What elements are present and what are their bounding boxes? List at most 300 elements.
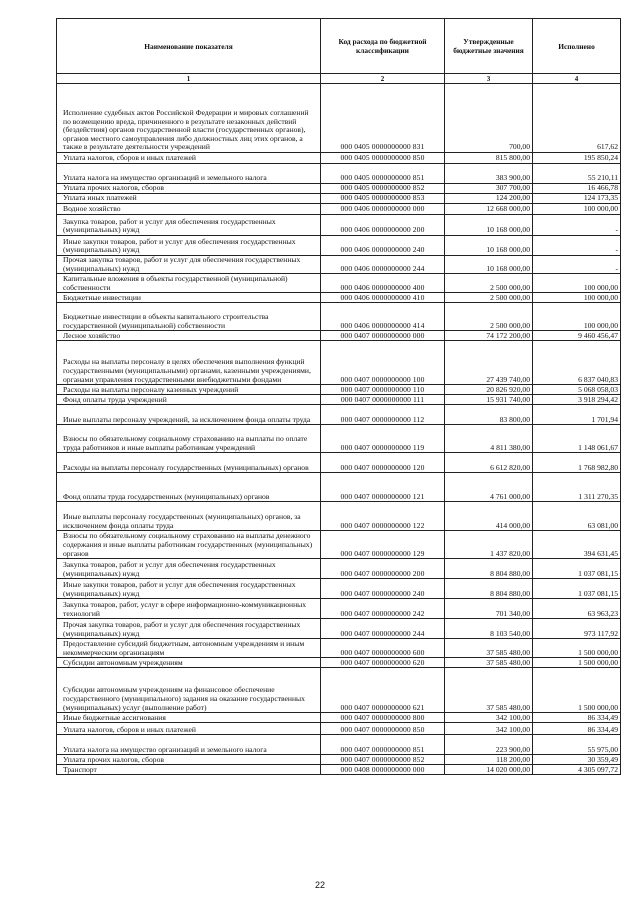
row-executed-text: 63 081,00 bbox=[587, 520, 618, 530]
row-approved bbox=[445, 639, 533, 658]
row-executed-text: 55 210,11 bbox=[587, 173, 618, 183]
row-code-text: 000 0407 0000000000 119 bbox=[340, 442, 425, 452]
row-approved-text: 2 500 000,00 bbox=[490, 282, 530, 292]
row-approved-text: 2 500 000,00 bbox=[490, 292, 530, 302]
row-approved-text: 8 103 540,00 bbox=[490, 628, 530, 638]
row-executed bbox=[533, 236, 621, 256]
row-executed bbox=[533, 84, 621, 153]
row-code bbox=[321, 184, 445, 194]
table-row bbox=[57, 453, 621, 473]
table-row bbox=[57, 668, 621, 713]
row-approved-text: 815 800,00 bbox=[495, 153, 530, 163]
row-code-text: 000 0406 0000000000 240 bbox=[340, 245, 425, 255]
table-row bbox=[57, 204, 621, 215]
row-executed-text: 1 701,94 bbox=[591, 414, 618, 424]
row-name bbox=[57, 639, 321, 658]
row-code-text: 000 0407 0000000000 850 bbox=[340, 724, 425, 734]
table-body bbox=[57, 84, 621, 775]
row-executed bbox=[533, 502, 621, 531]
header-approved-values: Утвержденные бюджетные значения bbox=[445, 19, 533, 74]
row-code-text: 000 0407 0000000000 852 bbox=[340, 754, 425, 764]
row-name-text: Транспорт bbox=[63, 764, 97, 774]
row-approved bbox=[445, 184, 533, 194]
row-name-text: Уплата налогов, сборов и иных платежей bbox=[63, 724, 196, 734]
row-name bbox=[57, 303, 321, 331]
row-code bbox=[321, 531, 445, 559]
row-executed bbox=[533, 153, 621, 164]
row-executed-text: 124 173,35 bbox=[583, 193, 618, 203]
row-executed bbox=[533, 256, 621, 274]
row-name-text: Уплата прочих налогов, сборов bbox=[63, 183, 164, 193]
row-executed bbox=[533, 619, 621, 639]
row-name-text: Иные бюджетные ассигнования bbox=[63, 712, 166, 722]
row-executed bbox=[533, 639, 621, 658]
row-name-text: Капитальные вложения в объекты государственной (муниципальной) собственности bbox=[63, 274, 288, 292]
row-code bbox=[321, 713, 445, 723]
row-name bbox=[57, 385, 321, 395]
row-code-text: 000 0406 0000000000 200 bbox=[340, 225, 425, 235]
row-approved bbox=[445, 755, 533, 765]
row-code-text: 000 0407 0000000000 240 bbox=[340, 588, 425, 598]
row-approved bbox=[445, 619, 533, 639]
row-executed bbox=[533, 395, 621, 405]
row-code-text: 000 0406 0000000000 000 bbox=[340, 204, 425, 214]
row-code-text: 000 0405 0000000000 853 bbox=[340, 193, 425, 203]
row-approved-text: 1 437 820,00 bbox=[490, 548, 530, 558]
row-name-text: Уплата иных платежей bbox=[63, 193, 137, 203]
row-name bbox=[57, 341, 321, 385]
table-row bbox=[57, 765, 621, 775]
row-name-text: Расходы на выплаты персоналу государственных (муниципальных) органов bbox=[63, 462, 309, 472]
row-approved bbox=[445, 405, 533, 425]
row-executed-text: 16 466,78 bbox=[587, 183, 618, 193]
row-name bbox=[57, 194, 321, 204]
row-executed-text: 1 500 000,00 bbox=[578, 647, 618, 657]
row-executed bbox=[533, 559, 621, 579]
row-name bbox=[57, 331, 321, 341]
column-number: 3 bbox=[445, 74, 533, 84]
row-approved bbox=[445, 502, 533, 531]
row-executed-text: 100 000,00 bbox=[583, 292, 618, 302]
row-executed-text: - bbox=[615, 263, 618, 273]
row-name bbox=[57, 395, 321, 405]
row-executed bbox=[533, 215, 621, 236]
row-approved bbox=[445, 84, 533, 153]
row-name-text: Фонд оплаты труда учреждений bbox=[63, 394, 167, 404]
table-row bbox=[57, 341, 621, 385]
row-code bbox=[321, 502, 445, 531]
row-code-text: 000 0407 0000000000 621 bbox=[340, 702, 425, 712]
row-code-text: 000 0405 0000000000 831 bbox=[340, 142, 425, 152]
row-executed-text: 195 850,24 bbox=[583, 153, 618, 163]
row-name-text: Лесное хозяйство bbox=[63, 330, 121, 340]
row-executed-text: 617,62 bbox=[597, 142, 618, 152]
row-name-text: Прочая закупка товаров, работ и услуг для обеспечения государственных (муниципальных) нужд bbox=[63, 620, 301, 638]
row-approved-text: 307 700,00 bbox=[495, 183, 530, 193]
row-name-text: Расходы на выплаты персоналу в целях обеспечения выполнения функций государственными (муниципальными) органами, казенными учреждениями, органами управления государственными внебюджетными фондами bbox=[63, 357, 311, 384]
row-code bbox=[321, 153, 445, 164]
table-row bbox=[57, 153, 621, 164]
budget-execution-table bbox=[56, 18, 621, 775]
row-code-text: 000 0405 0000000000 851 bbox=[340, 173, 425, 183]
row-name bbox=[57, 559, 321, 579]
header-indicator-name: Наименование показателя bbox=[57, 19, 321, 74]
row-name bbox=[57, 502, 321, 531]
row-approved bbox=[445, 236, 533, 256]
row-code bbox=[321, 303, 445, 331]
row-approved-text: 10 168 000,00 bbox=[486, 225, 530, 235]
row-approved bbox=[445, 331, 533, 341]
row-executed bbox=[533, 184, 621, 194]
row-approved-text: 37 585 480,00 bbox=[486, 647, 530, 657]
row-executed-text: 9 460 456,47 bbox=[578, 330, 618, 340]
table-row bbox=[57, 723, 621, 735]
row-code bbox=[321, 735, 445, 755]
table-row bbox=[57, 713, 621, 723]
row-code bbox=[321, 599, 445, 619]
row-approved-text: 83 800,00 bbox=[499, 414, 530, 424]
row-executed-text: 100 000,00 bbox=[583, 204, 618, 214]
row-name-text: Закупка товаров, работ и услуг для обеспечения государственных (муниципальных) нужд bbox=[63, 216, 276, 235]
row-executed-text: 100 000,00 bbox=[583, 320, 618, 330]
row-name bbox=[57, 425, 321, 453]
row-name bbox=[57, 164, 321, 184]
row-approved bbox=[445, 194, 533, 204]
row-approved bbox=[445, 723, 533, 735]
row-name-text: Закупка товаров, работ, услуг в сфере информационно-коммуникационных технологий bbox=[63, 600, 307, 618]
row-approved-text: 223 900,00 bbox=[495, 744, 530, 754]
row-executed-text: 1 148 061,67 bbox=[578, 442, 618, 452]
row-name bbox=[57, 84, 321, 153]
row-executed-text: 30 359,49 bbox=[587, 754, 618, 764]
row-executed-text: 63 963,23 bbox=[587, 608, 618, 618]
row-name bbox=[57, 619, 321, 639]
row-code bbox=[321, 405, 445, 425]
table-row bbox=[57, 405, 621, 425]
row-executed bbox=[533, 405, 621, 425]
row-code bbox=[321, 559, 445, 579]
row-executed-text: 100 000,00 bbox=[583, 282, 618, 292]
table-row bbox=[57, 502, 621, 531]
row-code-text: 000 0408 0000000000 000 bbox=[340, 764, 425, 774]
row-code bbox=[321, 473, 445, 502]
row-approved bbox=[445, 713, 533, 723]
row-code-text: 000 0407 0000000000 800 bbox=[340, 712, 425, 722]
table-row bbox=[57, 236, 621, 256]
table-row bbox=[57, 331, 621, 341]
table-row bbox=[57, 425, 621, 453]
table-row bbox=[57, 473, 621, 502]
table-row bbox=[57, 194, 621, 204]
row-approved-text: 10 168 000,00 bbox=[486, 245, 530, 255]
table-row bbox=[57, 735, 621, 755]
row-code bbox=[321, 204, 445, 215]
row-code bbox=[321, 639, 445, 658]
row-name bbox=[57, 658, 321, 668]
table-row bbox=[57, 639, 621, 658]
row-approved-text: 74 172 200,00 bbox=[486, 330, 530, 340]
table-row bbox=[57, 385, 621, 395]
row-executed-text: 1 311 270,35 bbox=[578, 491, 618, 501]
row-executed bbox=[533, 723, 621, 735]
row-approved bbox=[445, 303, 533, 331]
row-approved-text: 12 668 000,00 bbox=[486, 204, 530, 214]
row-code bbox=[321, 194, 445, 204]
row-name-text: Уплата налога на имущество организаций и земельного налога bbox=[63, 173, 267, 183]
row-executed-text: 1 500 000,00 bbox=[578, 657, 618, 667]
row-name-text: Иные закупки товаров, работ и услуг для обеспечения государственных (муниципальных) нужд bbox=[63, 236, 296, 255]
row-executed bbox=[533, 668, 621, 713]
row-approved-text: 383 900,00 bbox=[495, 173, 530, 183]
row-code-text: 000 0407 0000000000 112 bbox=[340, 414, 425, 424]
row-name bbox=[57, 755, 321, 765]
row-code bbox=[321, 425, 445, 453]
row-name bbox=[57, 256, 321, 274]
row-executed bbox=[533, 425, 621, 453]
table-row bbox=[57, 599, 621, 619]
row-approved-text: 4 761 000,00 bbox=[490, 491, 530, 501]
row-name bbox=[57, 579, 321, 599]
row-executed bbox=[533, 385, 621, 395]
row-approved-text: 2 500 000,00 bbox=[490, 320, 530, 330]
row-code bbox=[321, 619, 445, 639]
row-executed bbox=[533, 293, 621, 303]
header-executed: Исполнено bbox=[533, 19, 621, 74]
row-approved-text: 10 168 000,00 bbox=[486, 263, 530, 273]
row-code-text: 000 0407 0000000000 120 bbox=[340, 462, 425, 472]
row-name-text: Уплата прочих налогов, сборов bbox=[63, 754, 164, 764]
row-code bbox=[321, 723, 445, 735]
row-approved bbox=[445, 599, 533, 619]
row-approved-text: 8 804 880,00 bbox=[490, 588, 530, 598]
row-executed bbox=[533, 713, 621, 723]
row-executed bbox=[533, 531, 621, 559]
row-executed-text: 4 305 097,72 bbox=[578, 764, 618, 774]
row-code-text: 000 0407 0000000000 851 bbox=[340, 744, 425, 754]
table-row bbox=[57, 184, 621, 194]
row-approved-text: 124 200,00 bbox=[495, 193, 530, 203]
row-approved bbox=[445, 425, 533, 453]
row-code-text: 000 0407 0000000000 244 bbox=[340, 628, 425, 638]
row-executed-text: 1 037 081,15 bbox=[578, 588, 618, 598]
row-code bbox=[321, 765, 445, 775]
row-approved bbox=[445, 658, 533, 668]
row-name-text: Иные выплаты персоналу государственных (муниципальных) органов, за исключением фонда оплаты труда bbox=[63, 512, 301, 530]
row-approved-text: 118 200,00 bbox=[496, 754, 530, 764]
row-approved-text: 700,00 bbox=[509, 142, 530, 152]
row-code bbox=[321, 274, 445, 293]
row-approved bbox=[445, 204, 533, 215]
page-number: 22 bbox=[314, 880, 325, 890]
row-code-text: 000 0405 0000000000 852 bbox=[340, 183, 425, 193]
row-approved-text: 14 020 000,00 bbox=[486, 764, 530, 774]
row-code-text: 000 0407 0000000000 121 bbox=[340, 491, 425, 501]
table-row bbox=[57, 559, 621, 579]
row-approved bbox=[445, 559, 533, 579]
row-name-text: Фонд оплаты труда государственных (муниципальных) органов bbox=[63, 491, 270, 501]
row-executed bbox=[533, 303, 621, 331]
row-executed bbox=[533, 331, 621, 341]
row-approved-text: 342 100,00 bbox=[495, 724, 530, 734]
row-executed bbox=[533, 341, 621, 385]
row-approved-text: 701 340,00 bbox=[495, 608, 530, 618]
row-approved-text: 15 931 740,00 bbox=[486, 394, 530, 404]
row-executed bbox=[533, 755, 621, 765]
row-code-text: 000 0405 0000000000 850 bbox=[340, 153, 425, 163]
row-approved-text: 8 804 880,00 bbox=[490, 568, 530, 578]
row-name-text: Бюджетные инвестиции bbox=[63, 292, 141, 302]
table-row bbox=[57, 619, 621, 639]
row-executed bbox=[533, 735, 621, 755]
row-code-text: 000 0407 0000000000 100 bbox=[340, 374, 425, 384]
row-code bbox=[321, 453, 445, 473]
row-approved bbox=[445, 395, 533, 405]
row-approved-text: 20 826 920,00 bbox=[486, 384, 530, 394]
row-approved-text: 27 439 740,00 bbox=[486, 374, 530, 384]
table-row bbox=[57, 303, 621, 331]
row-name-text: Взносы по обязательному социальному страхованию на выплаты по оплате труда работников и иные выплаты работникам учреждений bbox=[63, 434, 308, 452]
row-name-text: Уплата налогов, сборов и иных платежей bbox=[63, 153, 196, 163]
row-name-text: Предоставление субсидий бюджетным, автономным учреждениям и иным некоммерческим организациям bbox=[63, 639, 305, 657]
row-approved bbox=[445, 256, 533, 274]
row-approved bbox=[445, 385, 533, 395]
row-code bbox=[321, 395, 445, 405]
column-number-row bbox=[57, 74, 621, 84]
row-code-text: 000 0407 0000000000 000 bbox=[340, 330, 425, 340]
row-code bbox=[321, 164, 445, 184]
row-code bbox=[321, 668, 445, 713]
row-executed bbox=[533, 453, 621, 473]
row-approved bbox=[445, 765, 533, 775]
table-row bbox=[57, 274, 621, 293]
row-code-text: 000 0407 0000000000 110 bbox=[340, 384, 425, 394]
row-name bbox=[57, 453, 321, 473]
row-name-text: Иные выплаты персоналу учреждений, за исключением фонда оплаты труда bbox=[63, 414, 311, 424]
row-name bbox=[57, 293, 321, 303]
row-executed bbox=[533, 765, 621, 775]
row-approved bbox=[445, 341, 533, 385]
row-code-text: 000 0406 0000000000 244 bbox=[340, 263, 425, 273]
column-number: 2 bbox=[321, 74, 445, 84]
row-executed-text: 55 975,00 bbox=[587, 744, 618, 754]
row-name bbox=[57, 184, 321, 194]
row-approved bbox=[445, 293, 533, 303]
row-name bbox=[57, 599, 321, 619]
row-code-text: 000 0406 0000000000 414 bbox=[340, 320, 425, 330]
row-name bbox=[57, 153, 321, 164]
row-approved bbox=[445, 215, 533, 236]
row-name-text: Расходы на выплаты персоналу казенных учреждений bbox=[63, 384, 239, 394]
row-approved-text: 37 585 480,00 bbox=[486, 702, 530, 712]
table-row bbox=[57, 395, 621, 405]
row-approved-text: 342 100,00 bbox=[495, 712, 530, 722]
row-name bbox=[57, 473, 321, 502]
row-name bbox=[57, 668, 321, 713]
row-executed bbox=[533, 204, 621, 215]
row-code bbox=[321, 579, 445, 599]
row-name-text: Бюджетные инвестиции в объекты капитального строительства государственной (муниципальной) собственности bbox=[63, 312, 269, 330]
column-number: 1 bbox=[57, 74, 321, 84]
row-code bbox=[321, 256, 445, 274]
table-row bbox=[57, 755, 621, 765]
row-name-text: Субсидии автономным учреждениям на финансовое обеспечение государственного (муниципального) задания на оказание государственных (муниципальных) услуг (выполнение работ) bbox=[63, 685, 305, 712]
row-name bbox=[57, 735, 321, 755]
row-name bbox=[57, 274, 321, 293]
row-name-text: Прочая закупка товаров, работ и услуг для обеспечения государственных (муниципальных) нужд bbox=[63, 255, 301, 273]
row-code bbox=[321, 84, 445, 153]
table-row bbox=[57, 579, 621, 599]
row-code-text: 000 0406 0000000000 400 bbox=[340, 282, 425, 292]
row-approved bbox=[445, 531, 533, 559]
row-code bbox=[321, 331, 445, 341]
row-executed-text: 973 117,92 bbox=[584, 628, 618, 638]
row-code-text: 000 0407 0000000000 122 bbox=[340, 520, 425, 530]
row-executed bbox=[533, 579, 621, 599]
row-code bbox=[321, 755, 445, 765]
row-code-text: 000 0407 0000000000 200 bbox=[340, 568, 425, 578]
row-approved-text: 6 612 820,00 bbox=[490, 462, 530, 472]
row-code bbox=[321, 341, 445, 385]
row-executed-text: 6 837 040,83 bbox=[578, 374, 618, 384]
row-code-text: 000 0407 0000000000 600 bbox=[340, 647, 425, 657]
row-executed-text: - bbox=[615, 225, 618, 235]
column-number: 4 bbox=[533, 74, 621, 84]
row-name-text: Взносы по обязательному социальному страхованию на выплаты денежного содержания и иные выплаты работникам государственных (муниципальных) органов bbox=[63, 531, 313, 558]
row-code-text: 000 0407 0000000000 620 bbox=[340, 657, 425, 667]
row-name bbox=[57, 531, 321, 559]
row-name bbox=[57, 713, 321, 723]
row-name bbox=[57, 204, 321, 215]
row-executed bbox=[533, 274, 621, 293]
row-code bbox=[321, 236, 445, 256]
table-row bbox=[57, 293, 621, 303]
row-executed-text: 1 768 982,80 bbox=[578, 462, 618, 472]
row-name bbox=[57, 215, 321, 236]
row-name bbox=[57, 723, 321, 735]
row-executed-text: 3 918 294,42 bbox=[578, 394, 618, 404]
row-name-text: Иные закупки товаров, работ и услуг для обеспечения государственных (муниципальных) нужд bbox=[63, 580, 296, 598]
row-approved-text: 37 585 480,00 bbox=[486, 657, 530, 667]
row-approved bbox=[445, 579, 533, 599]
row-code bbox=[321, 293, 445, 303]
row-executed-text: - bbox=[615, 245, 618, 255]
row-name bbox=[57, 236, 321, 256]
row-approved-text: 4 811 380,00 bbox=[490, 442, 530, 452]
row-code-text: 000 0407 0000000000 111 bbox=[340, 394, 425, 404]
table-row bbox=[57, 215, 621, 236]
row-executed-text: 1 037 081,15 bbox=[578, 568, 618, 578]
row-name bbox=[57, 765, 321, 775]
row-approved bbox=[445, 164, 533, 184]
row-code-text: 000 0407 0000000000 242 bbox=[340, 608, 425, 618]
table-row bbox=[57, 658, 621, 668]
table-row bbox=[57, 164, 621, 184]
row-name-text: Водное хозяйство bbox=[63, 204, 121, 214]
row-executed-text: 394 631,45 bbox=[583, 548, 618, 558]
row-approved bbox=[445, 274, 533, 293]
row-name-text: Уплата налога на имущество организаций и земельного налога bbox=[63, 744, 267, 754]
row-code bbox=[321, 658, 445, 668]
header-row bbox=[57, 19, 621, 74]
row-approved bbox=[445, 473, 533, 502]
row-code-text: 000 0406 0000000000 410 bbox=[340, 292, 425, 302]
header-budget-code: Код расхода по бюджетной классификации bbox=[321, 19, 445, 74]
row-executed-text: 86 334,49 bbox=[587, 712, 618, 722]
table-row bbox=[57, 84, 621, 153]
row-name-text: Субсидии автономным учреждениям bbox=[63, 657, 183, 667]
row-code bbox=[321, 215, 445, 236]
row-executed bbox=[533, 194, 621, 204]
